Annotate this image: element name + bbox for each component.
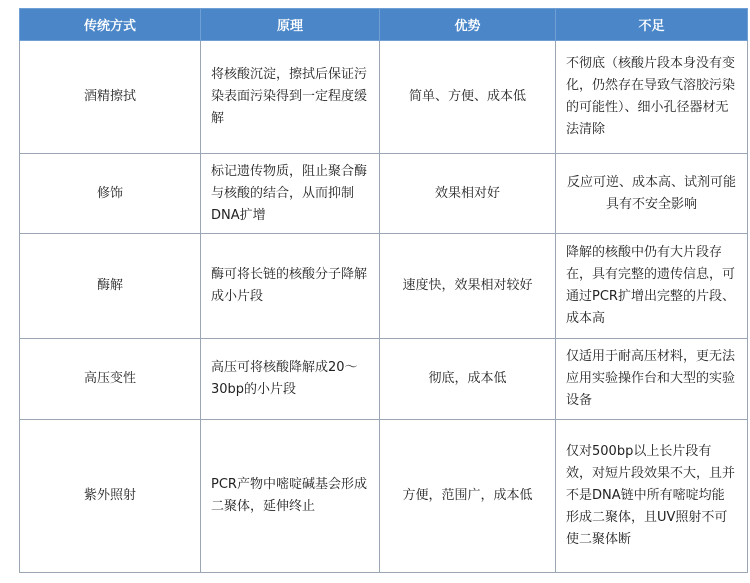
header-principle: 原理 [201,9,380,41]
table-header-row [20,9,748,41]
table-row [20,41,748,154]
disadvantage-cell: 仅适用于耐高压材料，更无法应用实验操作台和大型的实验设备 [556,339,748,420]
advantage-cell: 彻底，成本低 [380,339,556,420]
table-row [20,339,748,420]
header-disadvantage: 不足 [556,9,748,41]
advantage-cell: 方便，范围广，成本低 [380,420,556,573]
disadvantage-cell: 反应可逆、成本高、试剂可能具有不安全影响 [556,154,748,234]
principle-cell: 酶可将长链的核酸分子降解成小片段 [201,234,380,339]
principle-cell: 高压可将核酸降解成20～30bp的小片段 [201,339,380,420]
advantage-cell: 效果相对好 [380,154,556,234]
disadvantage-cell: 仅对500bp以上长片段有效，对短片段效果不大，且并不是DNA链中所有嘧啶均能形成二聚体，且UV照射不可使二聚体断 [556,420,748,573]
advantage-cell: 简单、方便、成本低 [380,41,556,154]
principle-cell: PCR产物中嘧啶碱基会形成二聚体，延伸终止 [201,420,380,573]
method-cell: 紫外照射 [20,420,201,573]
method-cell: 酶解 [20,234,201,339]
table-row [20,420,748,573]
principle-cell: 将核酸沉淀，擦拭后保证污染表面污染得到一定程度缓解 [201,41,380,154]
method-cell: 酒精擦拭 [20,41,201,154]
table-row [20,154,748,234]
method-cell: 高压变性 [20,339,201,420]
principle-cell: 标记遗传物质，阻止聚合酶与核酸的结合，从而抑制DNA扩增 [201,154,380,234]
disadvantage-cell: 降解的核酸中仍有大片段存在，具有完整的遗传信息，可通过PCR扩增出完整的片段、成本高 [556,234,748,339]
disadvantage-cell: 不彻底（核酸片段本身没有变化，仍然存在导致气溶胶污染的可能性）、细小孔径器材无法清除 [556,41,748,154]
method-cell: 修饰 [20,154,201,234]
table-row [20,234,748,339]
header-advantage: 优势 [380,9,556,41]
header-method: 传统方式 [20,9,201,41]
comparison-table [19,8,748,573]
advantage-cell: 速度快，效果相对较好 [380,234,556,339]
